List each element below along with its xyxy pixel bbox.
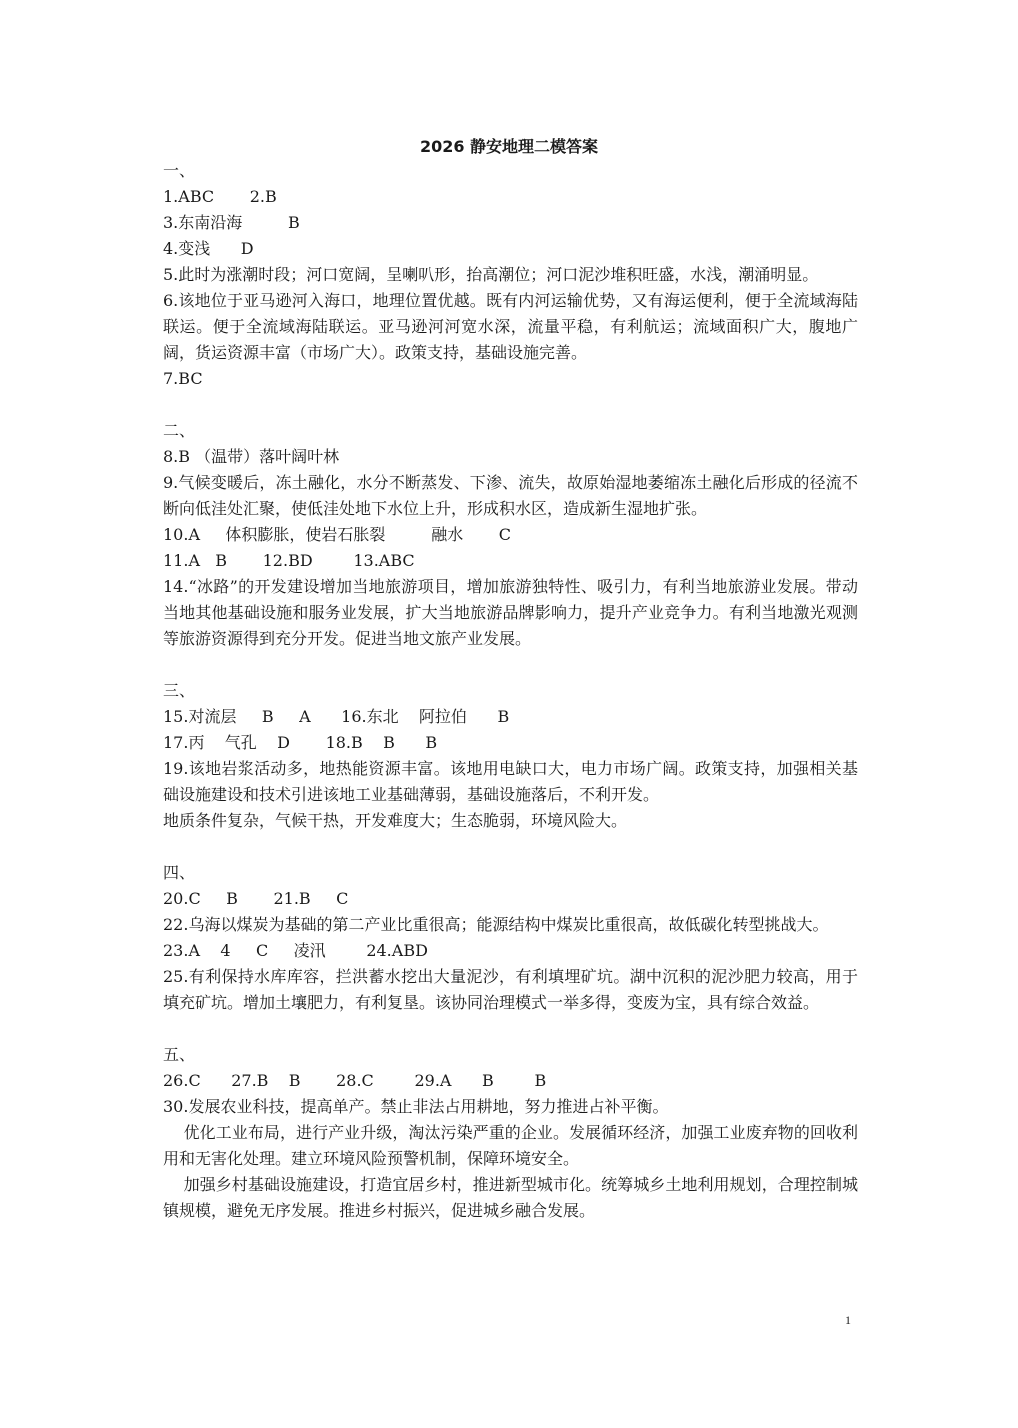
page-number: 1: [845, 1313, 851, 1327]
section-heading: 三、: [163, 681, 196, 700]
answer-line: 3.东南沿海 B: [163, 213, 300, 232]
answer-paragraph: 9.气候变暖后，冻土融化，水分不断蒸发、下渗、流失，故原始湿地萎缩冻土融化后形成的径流不断向低洼处汇聚，使低洼处地下水位上升，形成积水区，造成新生湿地扩张。: [163, 473, 858, 518]
answer-paragraph: 19.该地岩浆活动多，地热能资源丰富。该地用电缺口大，电力市场广阔。政策支持，加强相关基础设施建设和技术引进该地工业基础薄弱，基础设施落后，不利开发。: [163, 759, 858, 804]
answer-line: 1.ABC 2.B: [163, 187, 277, 206]
answer-body: [163, 158, 858, 1224]
answer-paragraph: 地质条件复杂，气候干热，开发难度大；生态脆弱，环境风险大。: [163, 811, 628, 830]
answer-paragraph: 6.该地位于亚马逊河入海口，地理位置优越。既有内河运输优势，又有海运便利，便于全流域海陆联运。便于全流域海陆联运。亚马逊河河宽水深，流量平稳，有利航运；流域面积广大，腹地广阔，货运资源丰富（市场广大）。政策支持，基础设施完善。: [163, 291, 858, 362]
answer-line: 17.丙 气孔 D 18.B B B: [163, 733, 438, 752]
answer-line: 11.A B 12.BD 13.ABC: [163, 551, 415, 570]
spacer: [163, 392, 858, 418]
page-title: 2026 静安地理二模答案: [419, 137, 599, 156]
answer-paragraph: 22.乌海以煤炭为基础的第二产业比重很高；能源结构中煤炭比重很高，故低碳化转型挑战大。: [163, 915, 829, 934]
spacer: [163, 652, 858, 678]
answer-line: 26.C 27.B B 28.C 29.A B B: [163, 1071, 547, 1090]
section-heading: 二、: [163, 421, 196, 440]
answer-paragraph: 5.此时为涨潮时段；河口宽阔，呈喇叭形，抬高潮位；河口泥沙堆积旺盛，水浅，潮涌明显。: [163, 265, 819, 284]
answer-line: 10.A 体积膨胀，使岩石胀裂 融水 C: [163, 525, 512, 544]
answer-paragraph: 优化工业布局，进行产业升级，淘汰污染严重的企业。发展循环经济，加强工业废弃物的回收利用和无害化处理。建立环境风险预警机制，保障环境安全。: [163, 1123, 859, 1168]
answer-paragraph: 25.有利保持水库库容，拦洪蓄水挖出大量泥沙，有利填埋矿坑。湖中沉积的泥沙肥力较高，用于填充矿坑。增加土壤肥力，有利复垦。该协同治理模式一举多得，变废为宝，具有综合效益。: [163, 967, 858, 1012]
spacer: [163, 1016, 858, 1042]
section-heading: 一、: [163, 161, 196, 180]
answer-line: 7.BC: [163, 369, 203, 388]
spacer: [163, 834, 858, 860]
answer-line: 8.B （温带）落叶阔叶林: [163, 447, 340, 466]
section-heading: 四、: [163, 863, 196, 882]
answer-line: 20.C B 21.B C: [163, 889, 349, 908]
answer-line: 23.A 4 C 凌汛 24.ABD: [163, 941, 428, 960]
answer-line: 15.对流层 B A 16.东北 阿拉伯 B: [163, 707, 510, 726]
answer-paragraph: 30.发展农业科技，提高单产。禁止非法占用耕地，努力推进占补平衡。: [163, 1097, 669, 1116]
section-heading: 五、: [163, 1045, 196, 1064]
answer-paragraph: 加强乡村基础设施建设，打造宜居乡村，推进新型城市化。统筹城乡土地利用规划，合理控制城镇规模，避免无序发展。推进乡村振兴，促进城乡融合发展。: [163, 1175, 859, 1220]
answer-paragraph: 14.“冰路”的开发建设增加当地旅游项目，增加旅游独特性、吸引力，有利当地旅游业发展。带动当地其他基础设施和服务业发展，扩大当地旅游品牌影响力，提升产业竞争力。有利当地激光观测等旅游资源得到充分开发。促进当地文旅产业发展。: [163, 577, 858, 648]
answer-line: 4.变浅 D: [163, 239, 254, 258]
